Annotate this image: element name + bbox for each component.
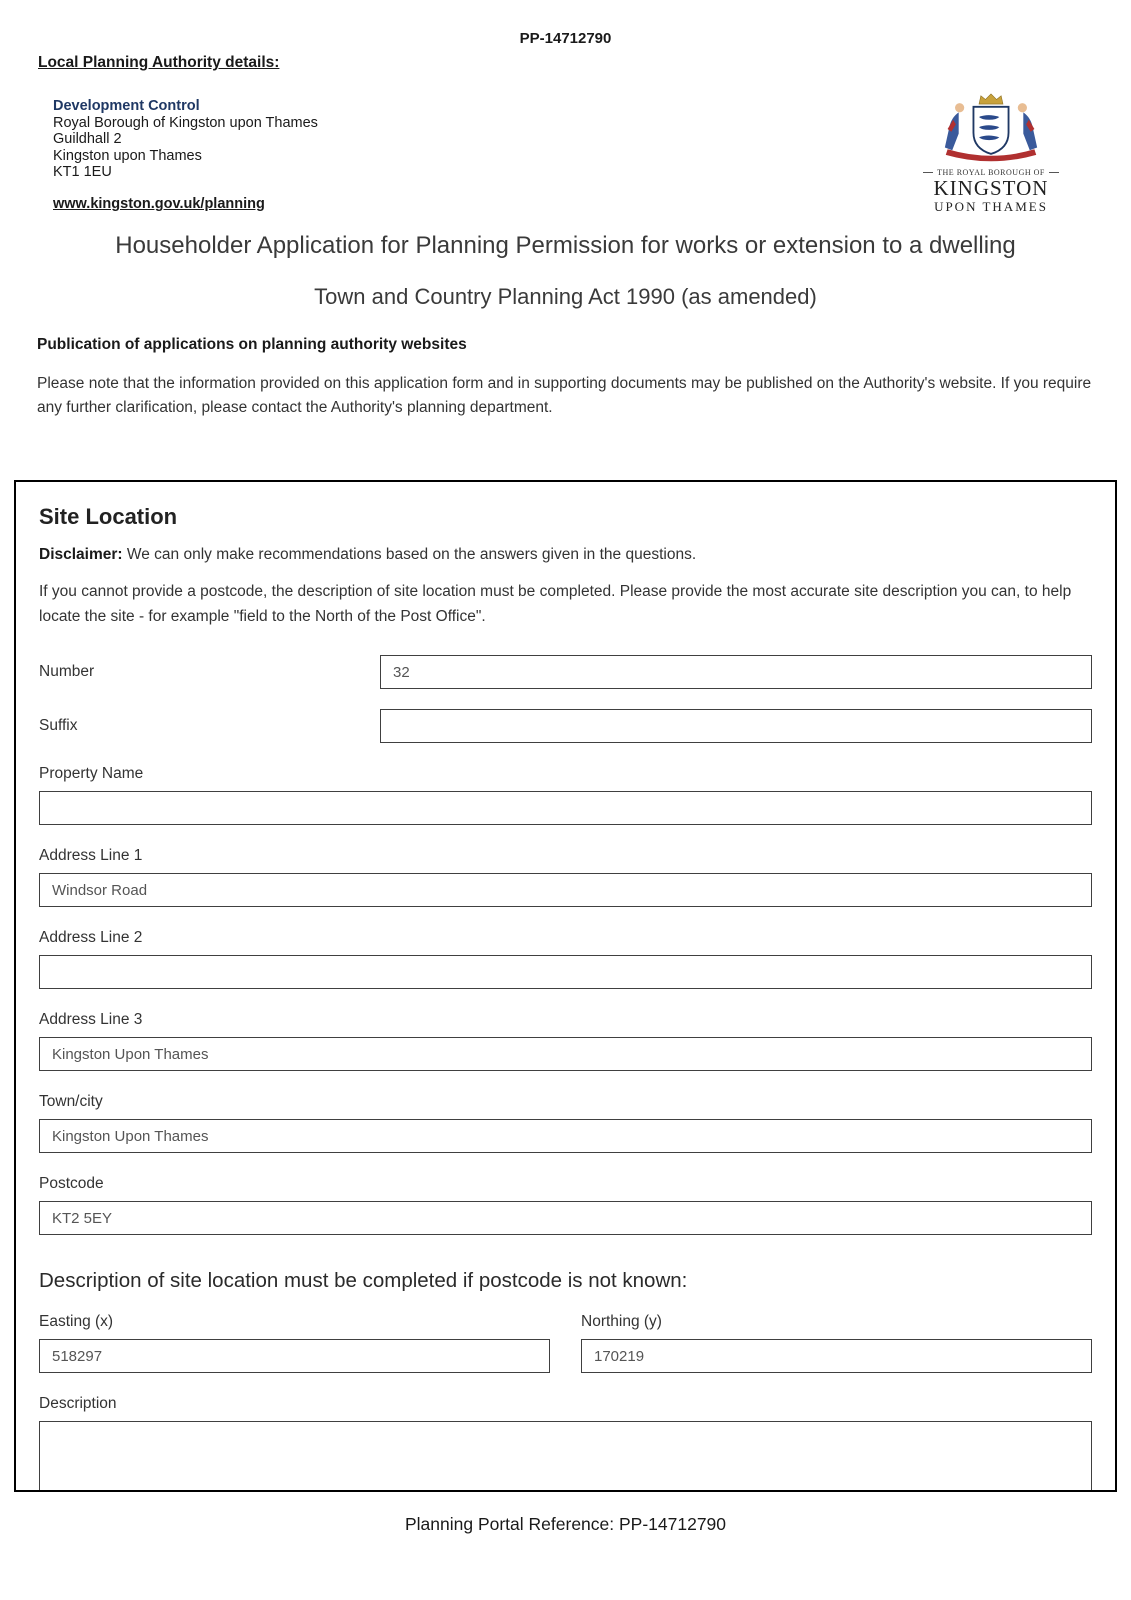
disclaimer-body: We can only make recommendations based on the answers given in the questions. — [126, 546, 697, 563]
lpa-name: Development Control — [53, 98, 200, 114]
postcode-instructions: If you cannot provide a postcode, the description of site location must be completed. Please provide the most accurate site description you can, to help locate the site - for example "field to the North of the Post Office". — [39, 583, 1072, 625]
lpa-address-block — [53, 98, 318, 181]
lpa-address-line: Royal Borough of Kingston upon Thames — [53, 114, 318, 131]
kingston-coat-of-arms-icon — [923, 92, 1059, 166]
form-title: Householder Application for Planning Permission for works or extension to a dwelling — [115, 232, 1016, 259]
site-location-section — [14, 480, 1117, 1492]
address-line-2-label: Address Line 2 — [39, 929, 143, 946]
address-line-1-input[interactable] — [39, 873, 1092, 907]
field-row-northing — [581, 1313, 1092, 1373]
site-description-heading: Description of site location must be completed if postcode is not known: — [39, 1269, 688, 1292]
publication-heading: Publication of applications on planning authority websites — [37, 336, 467, 353]
disclaimer-label: Disclaimer: — [39, 546, 123, 563]
description-label: Description — [39, 1395, 117, 1412]
disclaimer-text — [39, 546, 1092, 564]
form-subtitle: Town and Country Planning Act 1990 (as amended) — [314, 284, 817, 309]
address-line-2-input[interactable] — [39, 955, 1092, 989]
logo-upon-thames-text: UPON THAMES — [934, 199, 1048, 214]
lpa-details-heading: Local Planning Authority details: — [38, 54, 280, 71]
lpa-address-line: Guildhall 2 — [53, 131, 122, 147]
planning-portal-reference: Planning Portal Reference: PP-14712790 — [404, 1514, 727, 1534]
number-input[interactable] — [380, 655, 1092, 689]
address-line-3-label: Address Line 3 — [39, 1011, 143, 1028]
field-row-address-line-3 — [39, 1011, 1092, 1071]
address-line-1-label: Address Line 1 — [39, 847, 143, 864]
description-textarea[interactable] — [39, 1421, 1092, 1492]
application-reference: PP-14712790 — [519, 30, 612, 47]
logo-borough-text: THE ROYAL BOROUGH OF — [937, 168, 1045, 177]
field-row-description — [39, 1395, 1092, 1492]
easting-input[interactable] — [39, 1339, 550, 1373]
kingston-logo — [923, 92, 1059, 214]
lpa-address-line: KT1 1EU — [53, 164, 112, 180]
northing-label: Northing (y) — [581, 1313, 662, 1330]
postcode-input[interactable] — [39, 1201, 1092, 1235]
field-row-suffix — [39, 709, 1092, 743]
lpa-website-link[interactable]: www.kingston.gov.uk/planning — [53, 196, 265, 212]
suffix-label: Suffix — [39, 717, 78, 734]
field-row-address-line-2 — [39, 929, 1092, 989]
publication-note: Please note that the information provided on this application form and in supporting documents may be published on the Authority's website. If you require any further clarification, please contact the Authority's planning department. — [37, 375, 1092, 416]
property-name-input[interactable] — [39, 791, 1092, 825]
property-name-label: Property Name — [39, 765, 144, 782]
address-line-3-input[interactable] — [39, 1037, 1092, 1071]
logo-kingston-text: KINGSTON — [933, 176, 1049, 200]
field-row-address-line-1 — [39, 847, 1092, 907]
field-row-easting — [39, 1313, 550, 1373]
field-row-postcode — [39, 1175, 1092, 1235]
town-city-label: Town/city — [39, 1093, 103, 1110]
town-city-input[interactable] — [39, 1119, 1092, 1153]
northing-input[interactable] — [581, 1339, 1092, 1373]
coordinates-row — [39, 1313, 1092, 1373]
site-location-heading: Site Location — [39, 504, 178, 529]
postcode-label: Postcode — [39, 1175, 104, 1192]
easting-label: Easting (x) — [39, 1313, 114, 1330]
lpa-address-line: Kingston upon Thames — [53, 147, 202, 164]
field-row-town-city — [39, 1093, 1092, 1153]
number-label: Number — [39, 663, 95, 680]
field-row-property-name — [39, 765, 1092, 825]
suffix-input[interactable] — [380, 709, 1092, 743]
field-row-number — [39, 655, 1092, 689]
